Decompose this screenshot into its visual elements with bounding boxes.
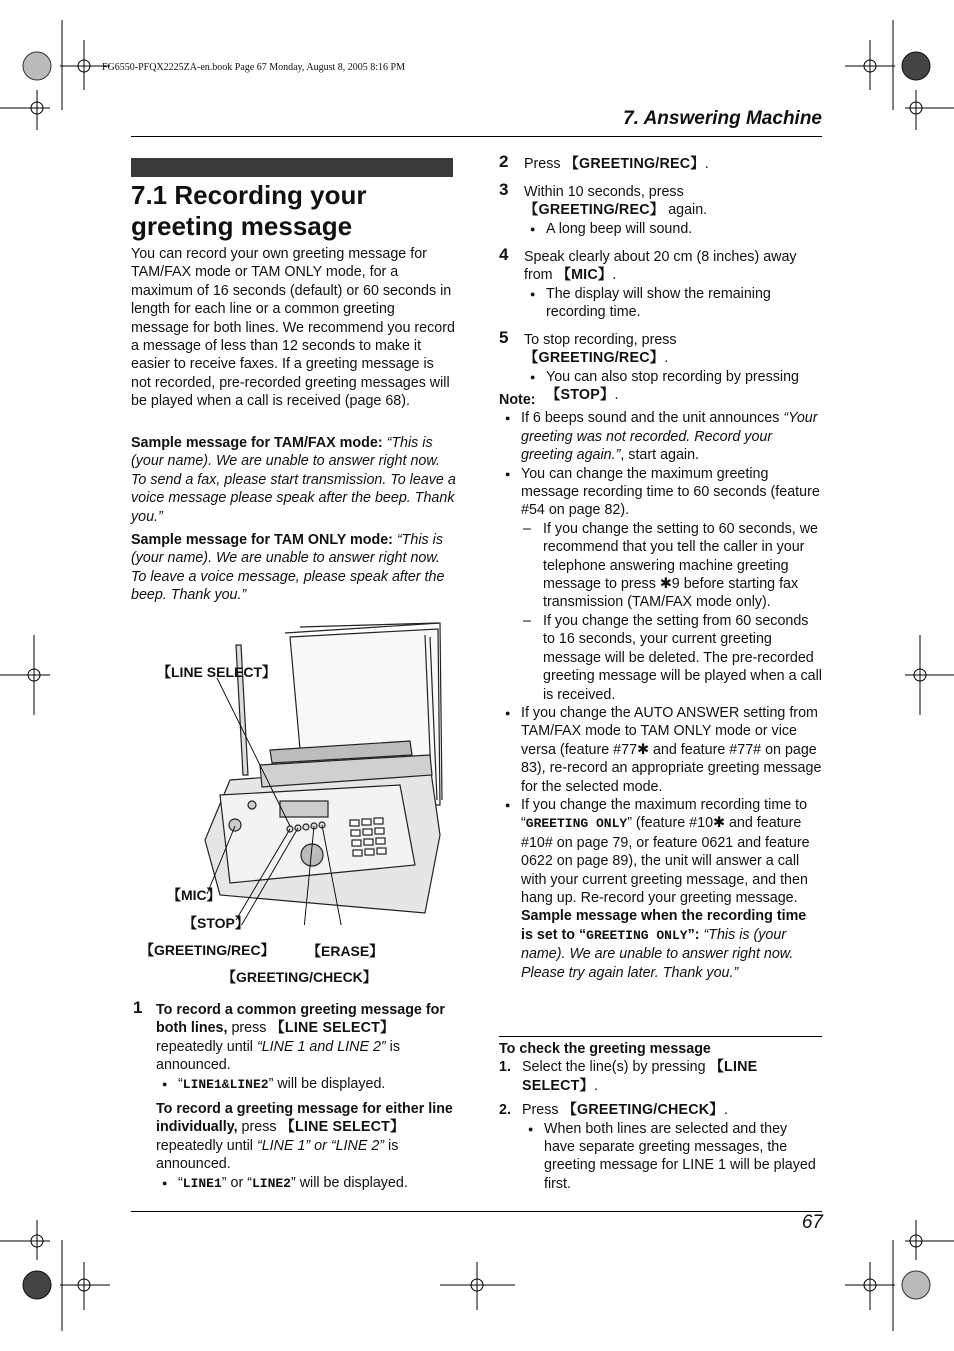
- section-header: 7. Answering Machine: [623, 108, 822, 129]
- step-1-number: 1: [133, 998, 143, 1017]
- display-greeting-only: GREETING ONLY: [586, 927, 688, 943]
- note-1: [499, 409, 822, 464]
- sample-tam-only: [131, 531, 456, 605]
- note-4-sample-label-end: ”:: [687, 926, 700, 943]
- label-erase: 【ERASE】: [307, 943, 384, 959]
- label-line-select: 【LINE SELECT】: [157, 664, 277, 680]
- step-5-text: To stop recording, press: [524, 332, 677, 348]
- step-1b-text3: is announced.: [156, 1137, 399, 1173]
- header-rule: [131, 136, 822, 137]
- step-1a: [156, 1001, 456, 1075]
- greeting-rec-key: 【GREETING/REC】: [524, 202, 665, 219]
- step-3-text: Within 10 seconds, press: [524, 184, 684, 200]
- step-3-end: again.: [664, 202, 708, 219]
- mic-key: 【MIC】: [556, 267, 613, 284]
- step-1b-bullet: [156, 1174, 456, 1193]
- sample-tam-fax-text: “This is (your name). We are unable to answer right now. To send a fax, please start transmission. To leave a voice message please speak after the beep. Thank you.”: [131, 435, 456, 525]
- line-select-key: 【LINE SELECT】: [280, 1119, 405, 1136]
- step-1a-text2: repeatedly until: [156, 1038, 257, 1055]
- note-1-end: , start again.: [620, 447, 700, 464]
- step-4-end: .: [612, 267, 617, 284]
- step-1b-text2: repeatedly until: [156, 1137, 257, 1154]
- greeting-rec-key: 【GREETING/REC】: [564, 156, 705, 172]
- check-step-2-bullet: ● When both lines are selected and they have separate greeting messages, the greeting message for LINE 1 will be played first.: [522, 1120, 822, 1194]
- sample-tam-only-label: Sample message for TAM ONLY mode:: [131, 532, 393, 548]
- check-section: [499, 1040, 822, 1193]
- step-1a-heading: To record a common greeting message for both lines,: [156, 1002, 445, 1037]
- step-5-end: .: [664, 350, 669, 367]
- note-4-text2: ” (feature #10✱ and feature #10# on page 79, or feature 0621 and feature 0622 on page 89), the unit will answer a call with your current greeting message, and then hang up. Re-record your greeting message.: [521, 815, 810, 906]
- display-line1: LINE1: [182, 1175, 222, 1191]
- step-1a-text3: is announced.: [156, 1038, 400, 1074]
- display-greeting-only: GREETING ONLY: [525, 816, 628, 832]
- step-5-bullet-text: You can also stop recording by pressing: [546, 368, 800, 385]
- step-2-end: .: [704, 156, 709, 172]
- step-4-bullet: ● The display will show the remaining recording time.: [524, 285, 822, 322]
- step-5-number: 5: [499, 328, 509, 347]
- label-greeting-check: 【GREETING/CHECK】: [222, 969, 377, 985]
- page-number: 67: [801, 1212, 823, 1233]
- check-step-1-text: Select the line(s) by pressing: [522, 1059, 710, 1076]
- bullet-text: ” will be displayed.: [268, 1075, 386, 1092]
- check-step-1-number: 1.: [499, 1059, 511, 1076]
- greeting-rec-key: 【GREETING/REC】: [524, 350, 665, 367]
- check-heading: To check the greeting message: [499, 1041, 711, 1057]
- check-rule: [499, 1036, 822, 1037]
- step-1b-text: press: [237, 1119, 281, 1136]
- step-1a-text: press: [227, 1020, 271, 1037]
- sample-tam-fax-label: Sample message for TAM/FAX mode:: [131, 435, 383, 451]
- step-3-bullet: ● A long beep will sound.: [524, 220, 822, 238]
- note-2-dash-2: – If you change the setting from 60 seconds to 16 seconds, your current greeting message will be deleted. The pre-recorded greeting message will be played when a call is received.: [521, 612, 822, 704]
- quote-open: “: [178, 1174, 183, 1191]
- greeting-check-key: 【GREETING/CHECK】: [562, 1102, 724, 1119]
- note-4-text: If you change the maximum recording time to “: [521, 796, 808, 832]
- note-2: ● You can change the maximum greeting message recording time to 60 seconds (feature #54 on page 82).: [499, 465, 822, 520]
- note-heading: Note:: [499, 392, 536, 408]
- check-step-2: [499, 1101, 822, 1193]
- label-stop: 【STOP】: [183, 915, 249, 931]
- bullet-text: ” will be displayed.: [290, 1174, 408, 1191]
- note-3: ● If you change the AUTO ANSWER setting from TAM/FAX mode to TAM ONLY mode or vice versa (feature #77✱ and feature #77# on page 83), re-record an appropriate greeting message for the selected mode.: [499, 704, 822, 796]
- note-1-text: If 6 beeps sound and the unit announces: [521, 410, 784, 427]
- note-2-dash-1: – If you change the setting to 60 seconds, we recommend that you tell the caller in your telephone answering machine greeting message to press ✱9 before starting fax transmission (TAM/FAX mode only).: [521, 520, 822, 612]
- step-1a-announcement: “LINE 1 and LINE 2”: [256, 1038, 386, 1055]
- sample-tam-only-text: “This is (your name). We are unable to answer right now. To leave a voice message, please speak after the beep. Thank you.”: [131, 532, 445, 604]
- step-1: [156, 1001, 456, 1193]
- stop-key: 【STOP】: [546, 387, 615, 404]
- step-1b-heading: To record a greeting message for either line individually,: [156, 1101, 453, 1136]
- intro-paragraph: You can record your own greeting message for TAM/FAX mode or TAM ONLY mode, for a maximum of 16 seconds (default) or 60 seconds in length for each line or a common greeting message for both lines. We recommend you record a message of less than 12 seconds to make it easier to receive faxes. If a greeting message is not recorded, pre-recorded greeting messages will be played when a call is received (page 68).: [131, 246, 455, 410]
- check-step-2-text: Press: [522, 1102, 563, 1119]
- note-4-sample-text: “This is (your name). We are unable to answer right now. Please try again later. Thank you.”: [521, 926, 794, 981]
- step-3: [524, 183, 822, 238]
- step-2: [524, 155, 822, 173]
- step-2-text: Press: [524, 156, 565, 172]
- step-3-number: 3: [499, 180, 509, 199]
- label-greeting-rec: 【GREETING/REC】: [140, 942, 275, 958]
- page-title: 7.1 Recording your greeting message: [131, 180, 367, 241]
- title-bar: [131, 158, 453, 177]
- check-step-2-number: 2.: [499, 1102, 511, 1119]
- note-2-subitems: [499, 520, 822, 704]
- step-1b-announcement: “LINE 1” or “LINE 2”: [256, 1137, 385, 1154]
- check-step-2-end: .: [723, 1102, 728, 1119]
- display-line2: LINE2: [251, 1175, 291, 1191]
- step-4: [524, 248, 822, 322]
- line-select-key: 【LINE SELECT】: [522, 1059, 758, 1094]
- bullet-text: ” or “: [221, 1174, 252, 1191]
- step-1b: [156, 1100, 456, 1174]
- step-4-text: Speak clearly about 20 cm (8 inches) away from: [524, 249, 797, 284]
- footer-rule: [131, 1211, 822, 1212]
- line-select-key: 【LINE SELECT】: [270, 1020, 395, 1037]
- check-step-1: [499, 1058, 822, 1095]
- step-4-number: 4: [499, 245, 509, 264]
- sample-tam-fax: [131, 434, 456, 526]
- note-section: [499, 391, 822, 982]
- display-line1-line2: LINE1&LINE2: [182, 1076, 269, 1092]
- check-step-1-end: .: [594, 1077, 599, 1094]
- note-1-announcement: “Your greeting was not recorded. Record your greeting again.”: [521, 410, 818, 464]
- step-2-number: 2: [499, 152, 509, 171]
- step-5-bullet-end: .: [614, 387, 619, 404]
- note-4: [499, 796, 822, 982]
- note-4-sample-label: Sample message when the recording time is set to “: [521, 908, 807, 943]
- label-mic: 【MIC】: [167, 887, 221, 903]
- file-header: FG6550-PFQX2225ZA-en.book Page 67 Monday, August 8, 2005 8:16 PM: [102, 62, 405, 73]
- quote-open: “: [178, 1075, 183, 1092]
- step-1a-bullet: [156, 1075, 456, 1094]
